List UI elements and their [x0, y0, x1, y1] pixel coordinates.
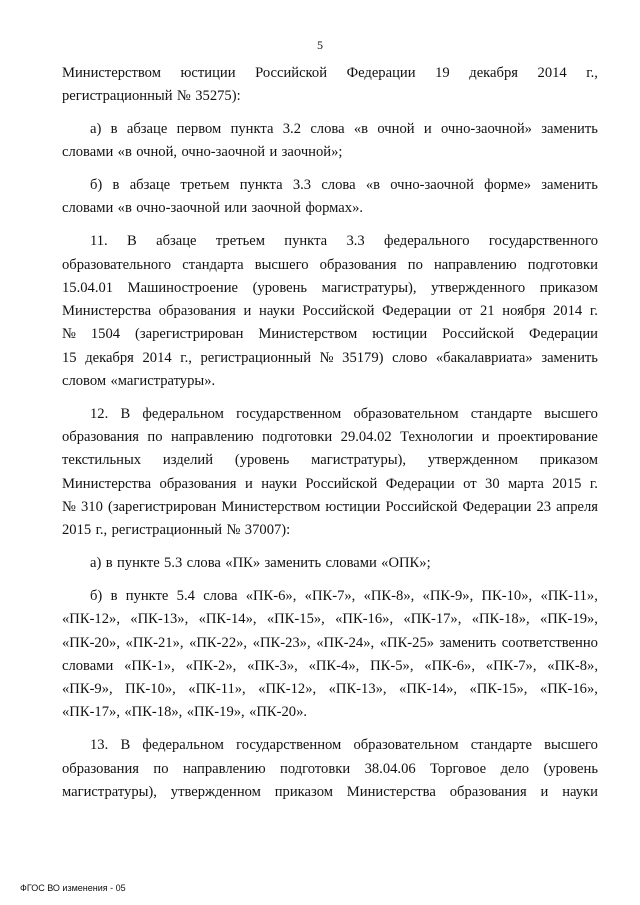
text-line: образования по направлению подготовки 38.04.06 Торговое дело (уровень [62, 760, 598, 777]
text-line: а) в абзаце первом пункта 3.2 слова «в очной и очно-заочной» заменить [90, 121, 598, 138]
text-line: б) в абзаце третьем пункта 3.3 слова «в очно-заочной форме» заменить [90, 177, 598, 194]
paragraph [62, 230, 598, 393]
text-line: текстильных изделий (уровень магистратуры), утвержденном приказом [62, 452, 598, 469]
paragraph [62, 174, 598, 221]
text-line: № 310 (зарегистрирован Министерством юстиции Российской Федерации 23 апреля [62, 499, 598, 516]
text-line: Министерством юстиции Российской Федерации 19 декабря 2014 г., [62, 65, 598, 81]
text-line: «ПК-12», «ПК-13», «ПК-14», «ПК-15», «ПК-16», «ПК-17», «ПК-18», «ПК-19», [62, 611, 598, 628]
text-line: б) в пункте 5.4 слова «ПК-6», «ПК-7», «ПК-8», «ПК-9», ПК-10», «ПК-11», [90, 587, 598, 604]
text-line: словами «ПК-1», «ПК-2», «ПК-3», «ПК-4», ПК-5», «ПК-6», «ПК-7», «ПК-8», [62, 657, 598, 674]
text-line: магистратуры), утвержденном приказом Министерства образования и науки [62, 783, 598, 800]
text-line: 15 декабря 2014 г., регистрационный № 35179) слово «бакалавриата» заменить [62, 349, 598, 366]
text-line: Министерства образования и науки Российской Федерации от 30 марта 2015 г. [62, 475, 598, 492]
paragraph [62, 552, 598, 575]
text-line: 11. В абзаце третьем пункта 3.3 федерального государственного [90, 233, 598, 250]
text-line: образовательного стандарта высшего образования по направлению подготовки [62, 256, 598, 273]
page-number: 5 [317, 38, 323, 52]
text-line: образования по направлению подготовки 29.04.02 Технологии и проектирование [62, 429, 598, 446]
text-line: 2015 г., регистрационный № 37007): [62, 522, 291, 539]
paragraph [62, 734, 598, 804]
text-line: № 1504 (зарегистрирован Министерством юстиции Российской Федерации [62, 326, 598, 343]
text-line: «ПК-17», «ПК-18», «ПК-19», «ПК-20». [62, 704, 308, 721]
text-line: 13. В федеральном государственном образовательном стандарте высшего [90, 737, 598, 754]
text-line: 12. В федеральном государственном образовательном стандарте высшего [90, 405, 598, 422]
text-line: Министерства образования и науки Российской Федерации от 21 ноября 2014 г. [62, 303, 598, 320]
page-footer: ФГОС ВО изменения - 05 [20, 883, 126, 893]
document-body [62, 62, 598, 804]
paragraph [62, 118, 598, 165]
text-line: 15.04.01 Машиностроение (уровень магистратуры), утвержденного приказом [62, 279, 598, 296]
text-line: словом «магистратуры». [62, 373, 216, 390]
text-line: словами «в очной, очно-заочной и заочной»; [62, 144, 343, 161]
text-line: «ПК-9», ПК-10», «ПК-11», «ПК-12», «ПК-13», «ПК-14», «ПК-15», «ПК-16», [62, 681, 598, 698]
text-line: регистрационный № 35275): [62, 88, 241, 105]
paragraph [62, 585, 598, 725]
paragraph [62, 403, 598, 543]
text-line: а) в пункте 5.3 слова «ПК» заменить словами «ОПК»; [90, 555, 431, 572]
paragraph [62, 62, 598, 109]
text-line: «ПК-20», «ПК-21», «ПК-22», «ПК-23», «ПК-24», «ПК-25» заменить соответственно [62, 634, 598, 651]
text-line: словами «в очно-заочной или заочной формах». [62, 200, 364, 217]
